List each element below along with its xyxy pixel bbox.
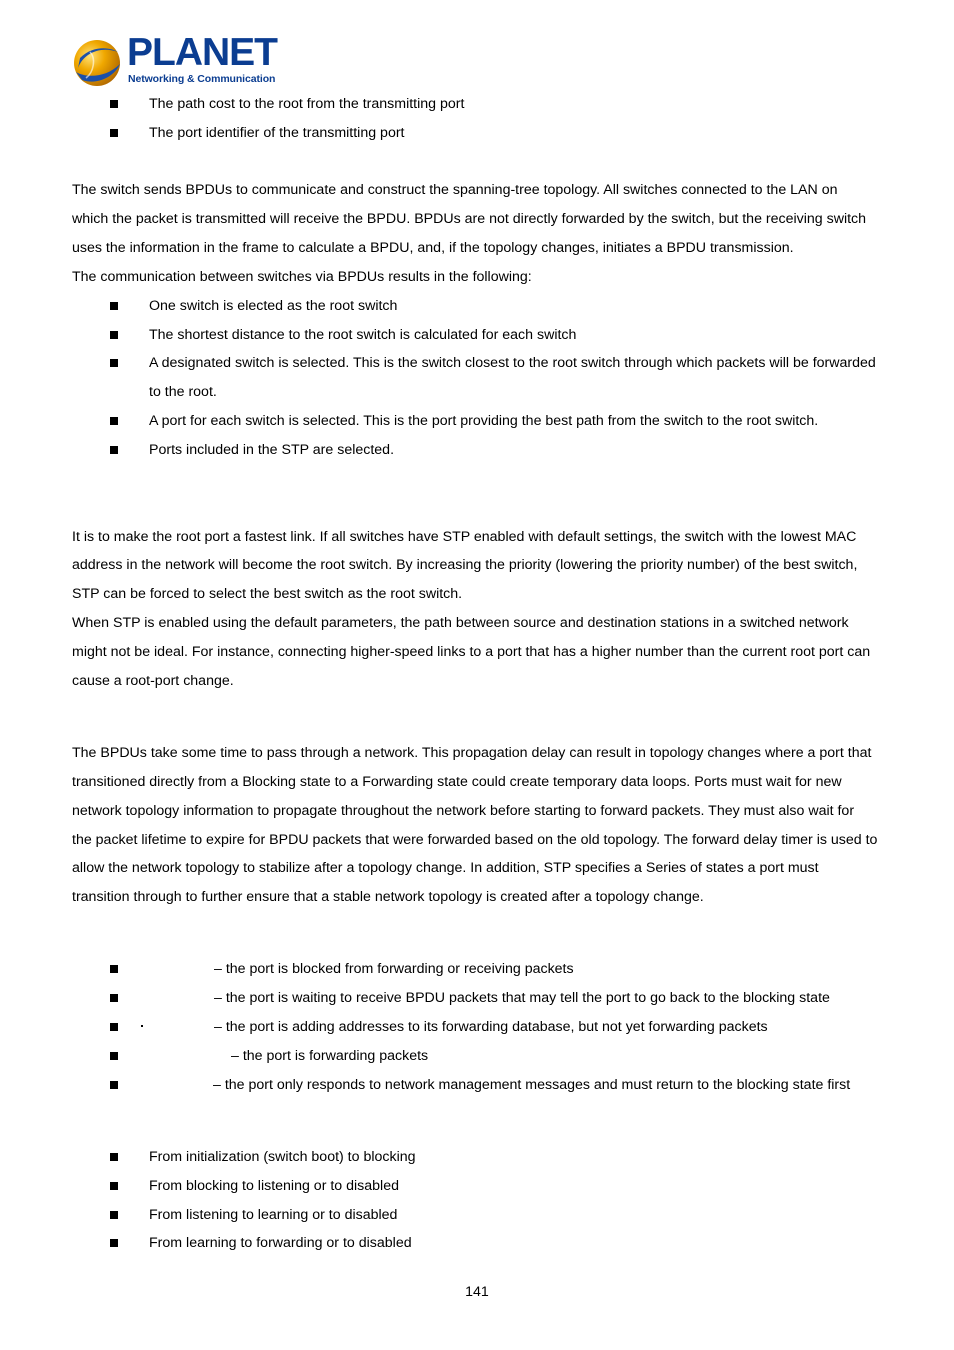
state-item: – the port is waiting to receive BPDU packets that may tell the port to go back to the blocking state: [214, 990, 830, 1006]
list-item: The shortest distance to the root switch is calculated for each switch: [149, 327, 577, 343]
paragraph-line: the packet lifetime to expire for BPDU packets that were forwarded based on the old topology. The forward delay timer is used to: [72, 832, 878, 848]
paragraph-line: cause a root-port change.: [72, 673, 234, 689]
state-item: – the port only responds to network management messages and must return to the blocking state first: [213, 1077, 851, 1093]
bullet-icon: [110, 302, 118, 310]
list-item: One switch is elected as the root switch: [149, 298, 398, 314]
list-item: A designated switch is selected. This is the switch closest to the root switch through which packets will be forwarded: [149, 355, 876, 371]
bullet-icon: [110, 994, 118, 1002]
paragraph-line: STP can be forced to select the best switch as the root switch.: [72, 586, 463, 602]
paragraph-line: It is to make the root port a fastest link. If all switches have STP enabled with default settings, the switch with the lowest MAC: [72, 529, 857, 545]
paragraph-line: The switch sends BPDUs to communicate and construct the spanning-tree topology. All switches connected to the LAN on: [72, 182, 838, 198]
list-item: From blocking to listening or to disabled: [149, 1178, 399, 1194]
list-item: From initialization (switch boot) to blocking: [149, 1149, 416, 1165]
bullet-icon: [110, 417, 118, 425]
paragraph-line: When STP is enabled using the default parameters, the path between source and destination stations in a switched network: [72, 615, 849, 631]
page-number: 141: [465, 1284, 489, 1300]
planet-logo: [72, 31, 277, 91]
bullet-icon: [110, 1239, 118, 1247]
stray-dot: [141, 1025, 143, 1027]
paragraph-line: network topology information to propagate throughout the network before starting to forward packets. They must also wait for: [72, 803, 855, 819]
bullet-icon: [110, 1052, 118, 1060]
list-item: Ports included in the STP are selected.: [149, 442, 395, 458]
list-item: From learning to forwarding or to disabled: [149, 1235, 412, 1251]
bullet-icon: [110, 331, 118, 339]
bullet-icon: [110, 1153, 118, 1161]
list-item: A port for each switch is selected. This is the port providing the best path from the switch to the root switch.: [149, 413, 819, 429]
bullet-icon: [110, 1211, 118, 1219]
bullet-icon: [110, 100, 118, 108]
paragraph-line: allow the network topology to stabilize after a topology change. In addition, STP specifies a Series of states a port must: [72, 860, 819, 876]
bullet-icon: [110, 446, 118, 454]
state-item: – the port is forwarding packets: [231, 1048, 429, 1064]
bullet-icon: [110, 129, 118, 137]
list-item: The port identifier of the transmitting port: [149, 125, 405, 141]
globe-icon: [72, 38, 122, 88]
paragraph-line: transitioned directly from a Blocking state to a Forwarding state could create temporary data loops. Ports must wait for new: [72, 774, 842, 790]
paragraph-line: uses the information in the frame to calculate a BPDU, and, if the topology changes, initiates a BPDU transmission.: [72, 240, 794, 256]
list-item-continuation: to the root.: [149, 384, 217, 400]
logo-wordmark: PLANET: [127, 31, 277, 74]
bullet-icon: [110, 359, 118, 367]
paragraph-line: The communication between switches via BPDUs results in the following:: [72, 269, 532, 285]
list-item: From listening to learning or to disabled: [149, 1207, 398, 1223]
bullet-icon: [110, 1081, 118, 1089]
paragraph-line: The BPDUs take some time to pass through a network. This propagation delay can result in topology changes where a port that: [72, 745, 872, 761]
bullet-icon: [110, 1023, 118, 1031]
state-item: – the port is blocked from forwarding or receiving packets: [214, 961, 574, 977]
paragraph-line: might not be ideal. For instance, connecting higher-speed links to a port that has a higher number than the current root port can: [72, 644, 871, 660]
list-item: The path cost to the root from the transmitting port: [149, 96, 465, 112]
bullet-icon: [110, 965, 118, 973]
logo-subtitle: Networking & Communication: [128, 73, 276, 85]
state-item: – the port is adding addresses to its forwarding database, but not yet forwarding packets: [214, 1019, 768, 1035]
bullet-icon: [110, 1182, 118, 1190]
paragraph-line: transition through to further ensure that a stable network topology is created after a topology change.: [72, 889, 704, 905]
paragraph-line: which the packet is transmitted will receive the BPDU. BPDUs are not directly forwarded by the switch, but the receiving switch: [72, 211, 867, 227]
paragraph-line: address in the network will become the root switch. By increasing the priority (lowering the priority number) of the best switch,: [72, 557, 858, 573]
